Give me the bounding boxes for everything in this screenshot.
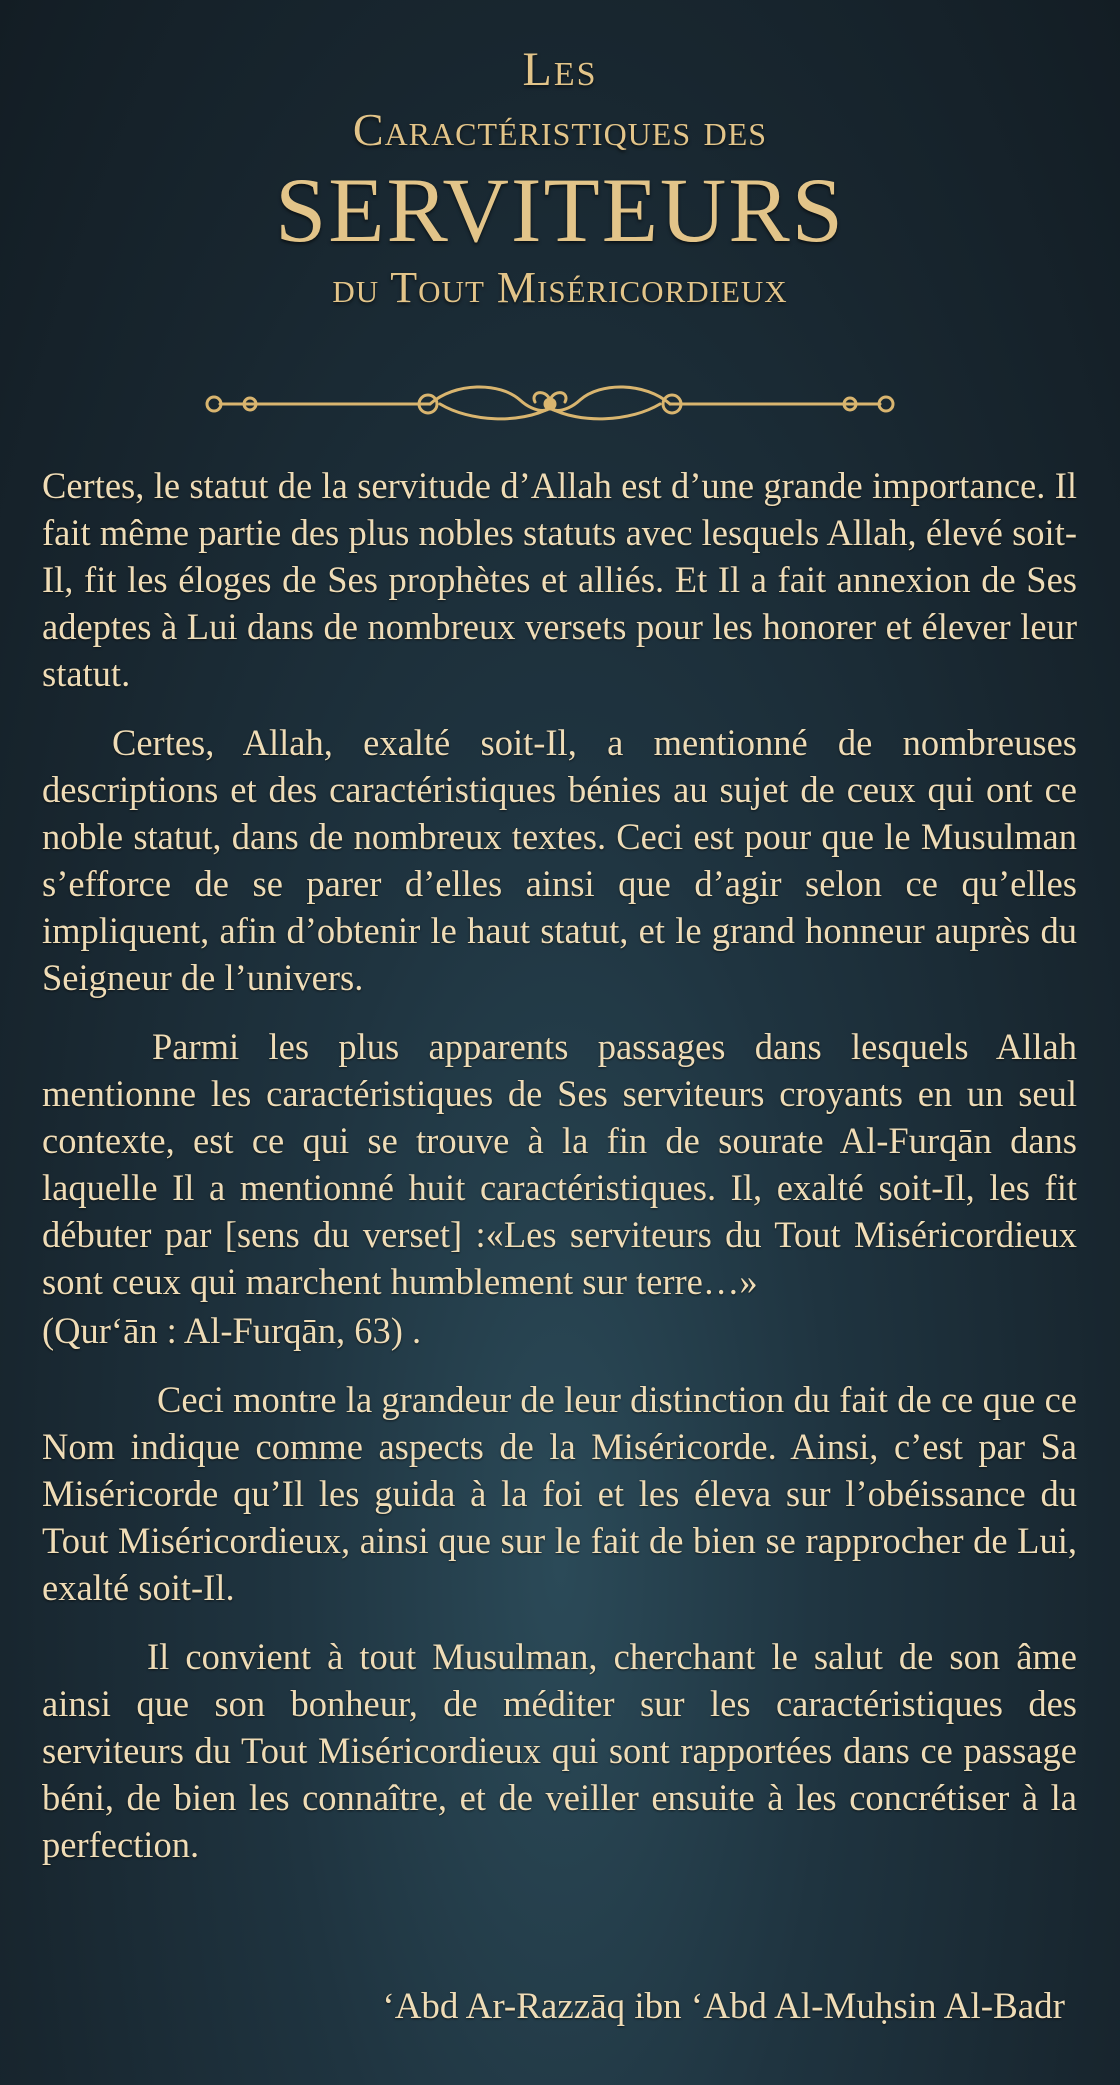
author-signature: ‘Abd Ar-Razzāq ibn ‘Abd Al-Muḥsin Al-Badr xyxy=(382,1986,1065,2027)
title-line-3: SERVITEURS xyxy=(275,159,845,261)
title-line-1: Les xyxy=(522,43,598,96)
paragraph-1: Certes, le statut de la servitude d’Allah est d’une grande importance. Il fait même partie des plus nobles statuts avec lesquels Allah, élevé soit-Il, fit les éloges de Ses prophètes et alliés. Et Il a fait annexion de Ses adeptes à Lui dans de nombreux versets pour les honorer et élever leur statut. xyxy=(42,465,1077,694)
gold-flourish-divider-icon xyxy=(200,378,900,430)
body-text xyxy=(42,462,1077,1890)
paragraph-4: Ceci montre la grandeur de leur distinction du fait de ce que ce Nom indique comme aspects de la Miséricorde. Ainsi, c’est par Sa Miséricorde qu’Il les guida à la foi et les éleva sur l’obéissance du Tout Miséricordieux, ainsi que sur le fait de bien se rapprocher de Lui, exalté soit-Il. xyxy=(42,1379,1077,1608)
quote-reference: (Qur‘ān : Al-Furqān, 63) . xyxy=(42,1310,422,1351)
title-block xyxy=(0,40,1120,316)
paragraph-5: Il convient à tout Musulman, cherchant le salut de son âme ainsi que son bonheur, de méditer sur les caractéristiques des serviteurs du Tout Miséricordieux qui sont rapportées dans ce passage béni, de bien les connaître, et de veiller ensuite à les concrétiser à la perfection. xyxy=(42,1636,1077,1865)
title-line-2: Caractéristiques des xyxy=(352,104,768,155)
paragraph-3: Parmi les plus apparents passages dans lesquels Allah mentionne les caractéristiques de Ses serviteurs croyants en un seul contexte, est ce qui se trouve à la fin de sourate Al-Furqān dans laquelle Il a mentionné huit caractéristiques. Il, exalté soit-Il, les fit débuter par [sens du verset] :«Les serviteurs du Tout Miséricordieux sont ceux qui marchent humblement sur terre…» xyxy=(42,1026,1077,1302)
title-line-4: du Tout Miséricordieux xyxy=(332,263,788,312)
paragraph-2: Certes, Allah, exalté soit-Il, a mentionné de nombreuses descriptions et des caractéristiques bénies au sujet de ceux qui ont ce noble statut, dans de nombreux textes. Ceci est pour que le Musulman s’efforce de se parer d’elles ainsi que d’agir selon ce qu’elles impliquent, afin d’obtenir le haut statut, et le grand honneur auprès du Seigneur de l’univers. xyxy=(42,722,1077,998)
